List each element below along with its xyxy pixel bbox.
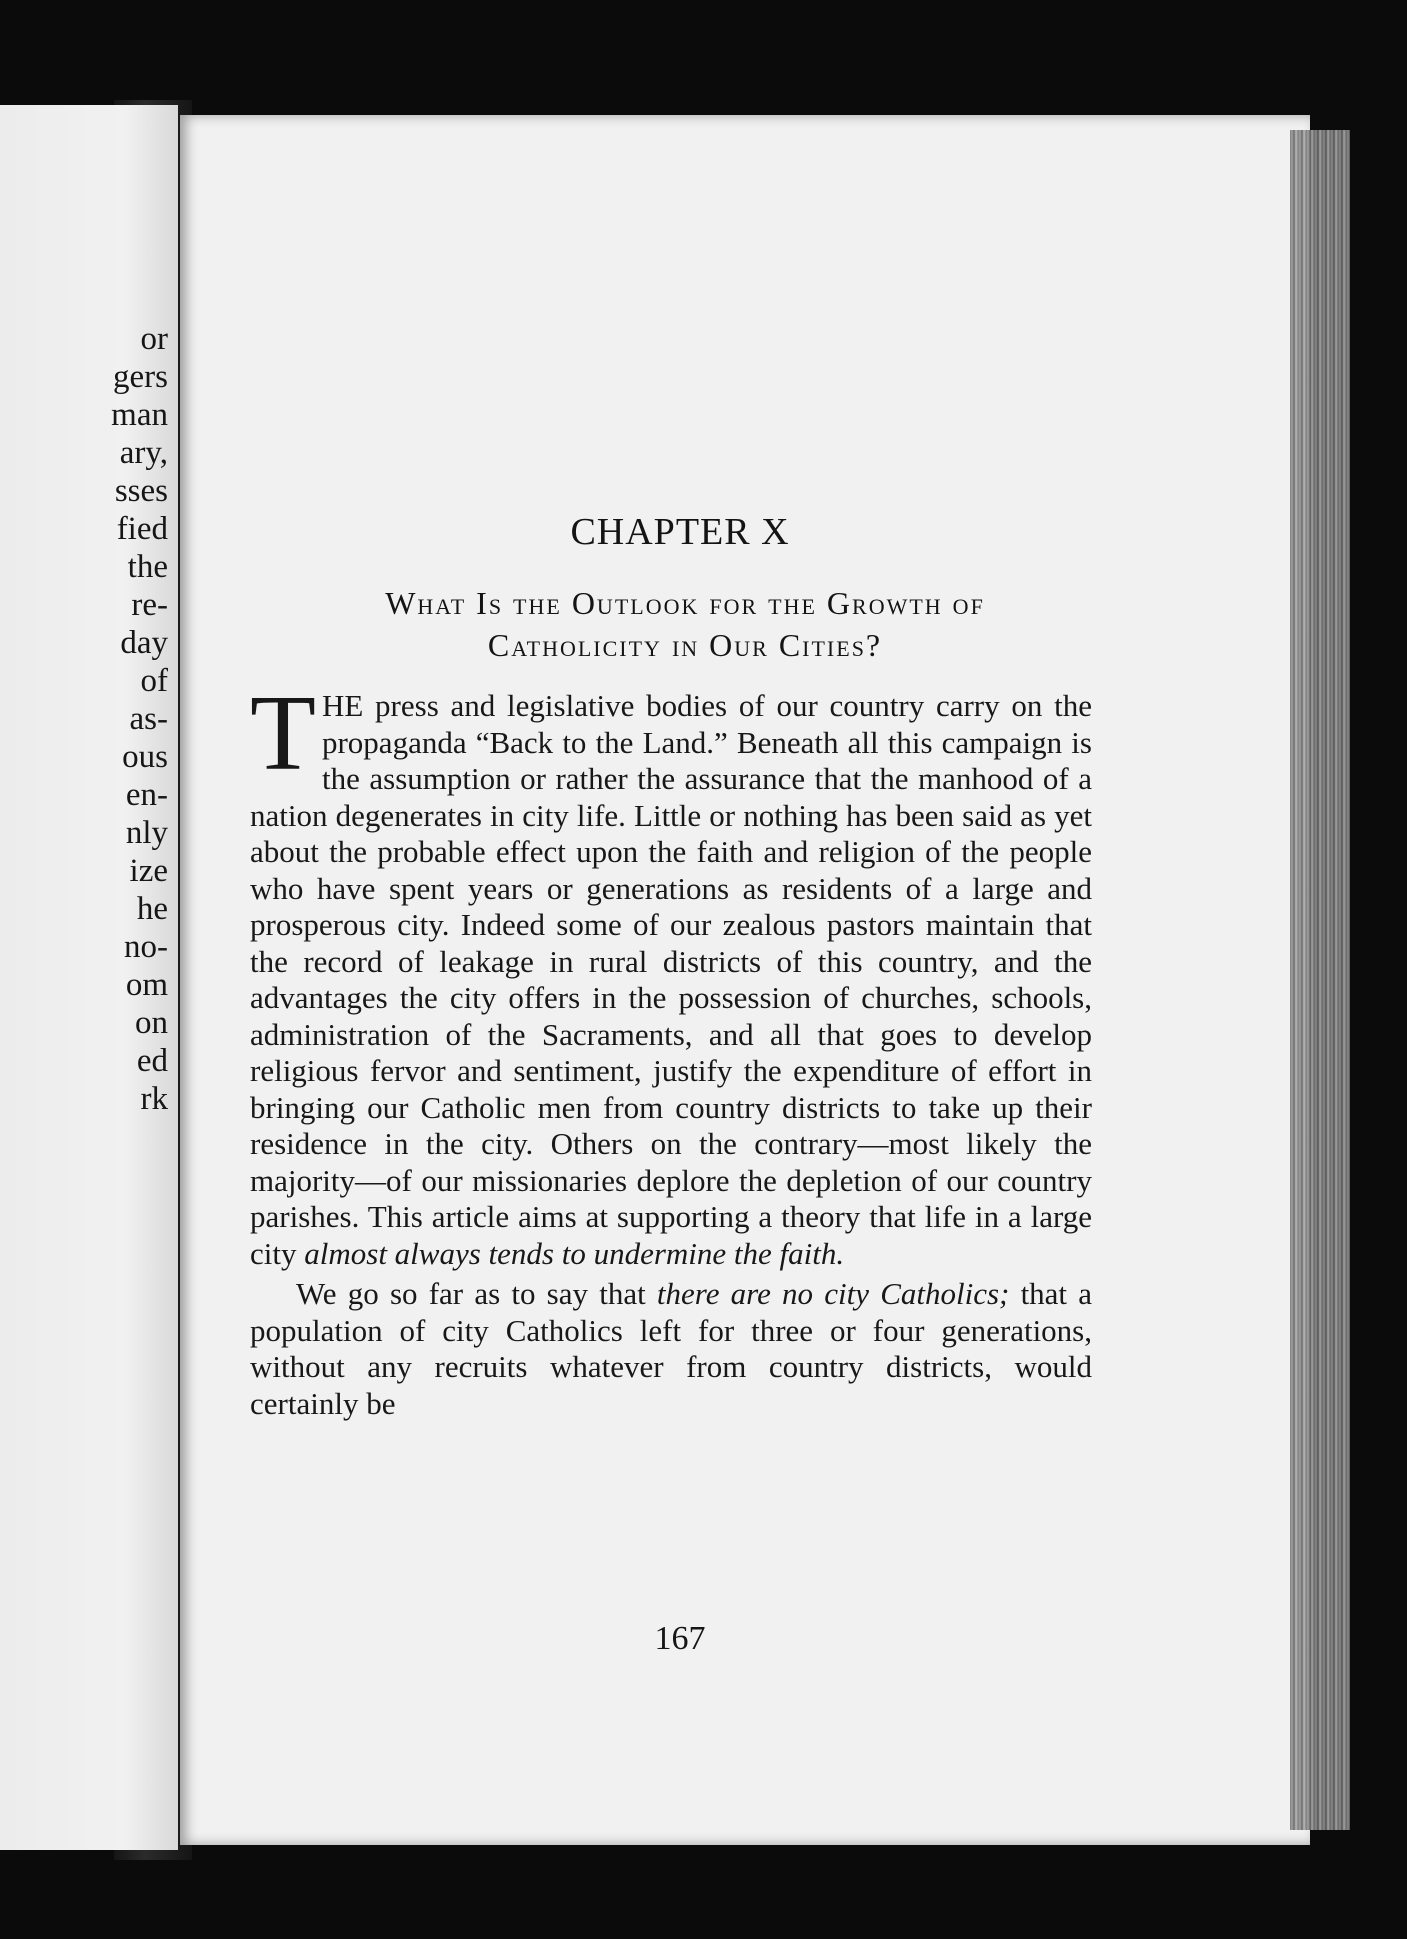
left-page-text: or gers man ary, sses fied the re- day of as- ous en- nly ize he no- om on ed rk — [111, 321, 168, 1117]
paragraph-1-text: press and legislative bodies of our country carry on the propaganda “Back to the Land.” Beneath all this campaign is the assumption or rather the assurance that the manhood of a nation degenerates in city life. Little or nothing has been said as yet about the probable effect upon the faith and religion of the people who have spent years or generations as residents of a large and prosperous city. Indeed some of our zealous pastors maintain that the record of leakage in rural districts of this country, and the advantages the city offers in the possession of churches, schools, administration of the Sacraments, and all that goes to develop religious fervor and sentiment, justify the expenditure of effort in bringing our Catholic men from country districts to take up their residence in the city. Others on the contrary—most likely the majority—of our missionaries deplore the depletion of our country parishes. This article aims at supporting a theory that life in a large city — [250, 688, 1092, 1271]
paragraph-2 — [250, 1276, 1092, 1422]
paragraph-2-text-a: We go so far as to say that — [296, 1276, 657, 1311]
page-number: 167 — [654, 1620, 706, 1657]
page-edge — [1290, 130, 1350, 1830]
chapter-subtitle — [265, 582, 1105, 666]
left-page — [0, 105, 178, 1850]
subtitle-line-2: Catholicity in Our Cities? — [487, 627, 883, 663]
paragraph-2-text-b: that a population of city Catholics left for three or four generations, without any recruits whatever from country districts, would certainly be — [250, 1276, 1093, 1421]
lead-word: HE — [321, 688, 364, 723]
drop-cap: T — [250, 674, 316, 793]
chapter-body — [250, 674, 1093, 1422]
paragraph-2-emphasis: there are no city Catholics; — [656, 1276, 1010, 1311]
paragraph-1-emphasis: almost always tends to undermine the faith. — [304, 1235, 845, 1271]
paragraph-1 — [250, 674, 1092, 1272]
subtitle-line-1: What Is the Outlook for the Growth of — [385, 585, 985, 621]
chapter-title: CHAPTER X — [570, 511, 790, 553]
